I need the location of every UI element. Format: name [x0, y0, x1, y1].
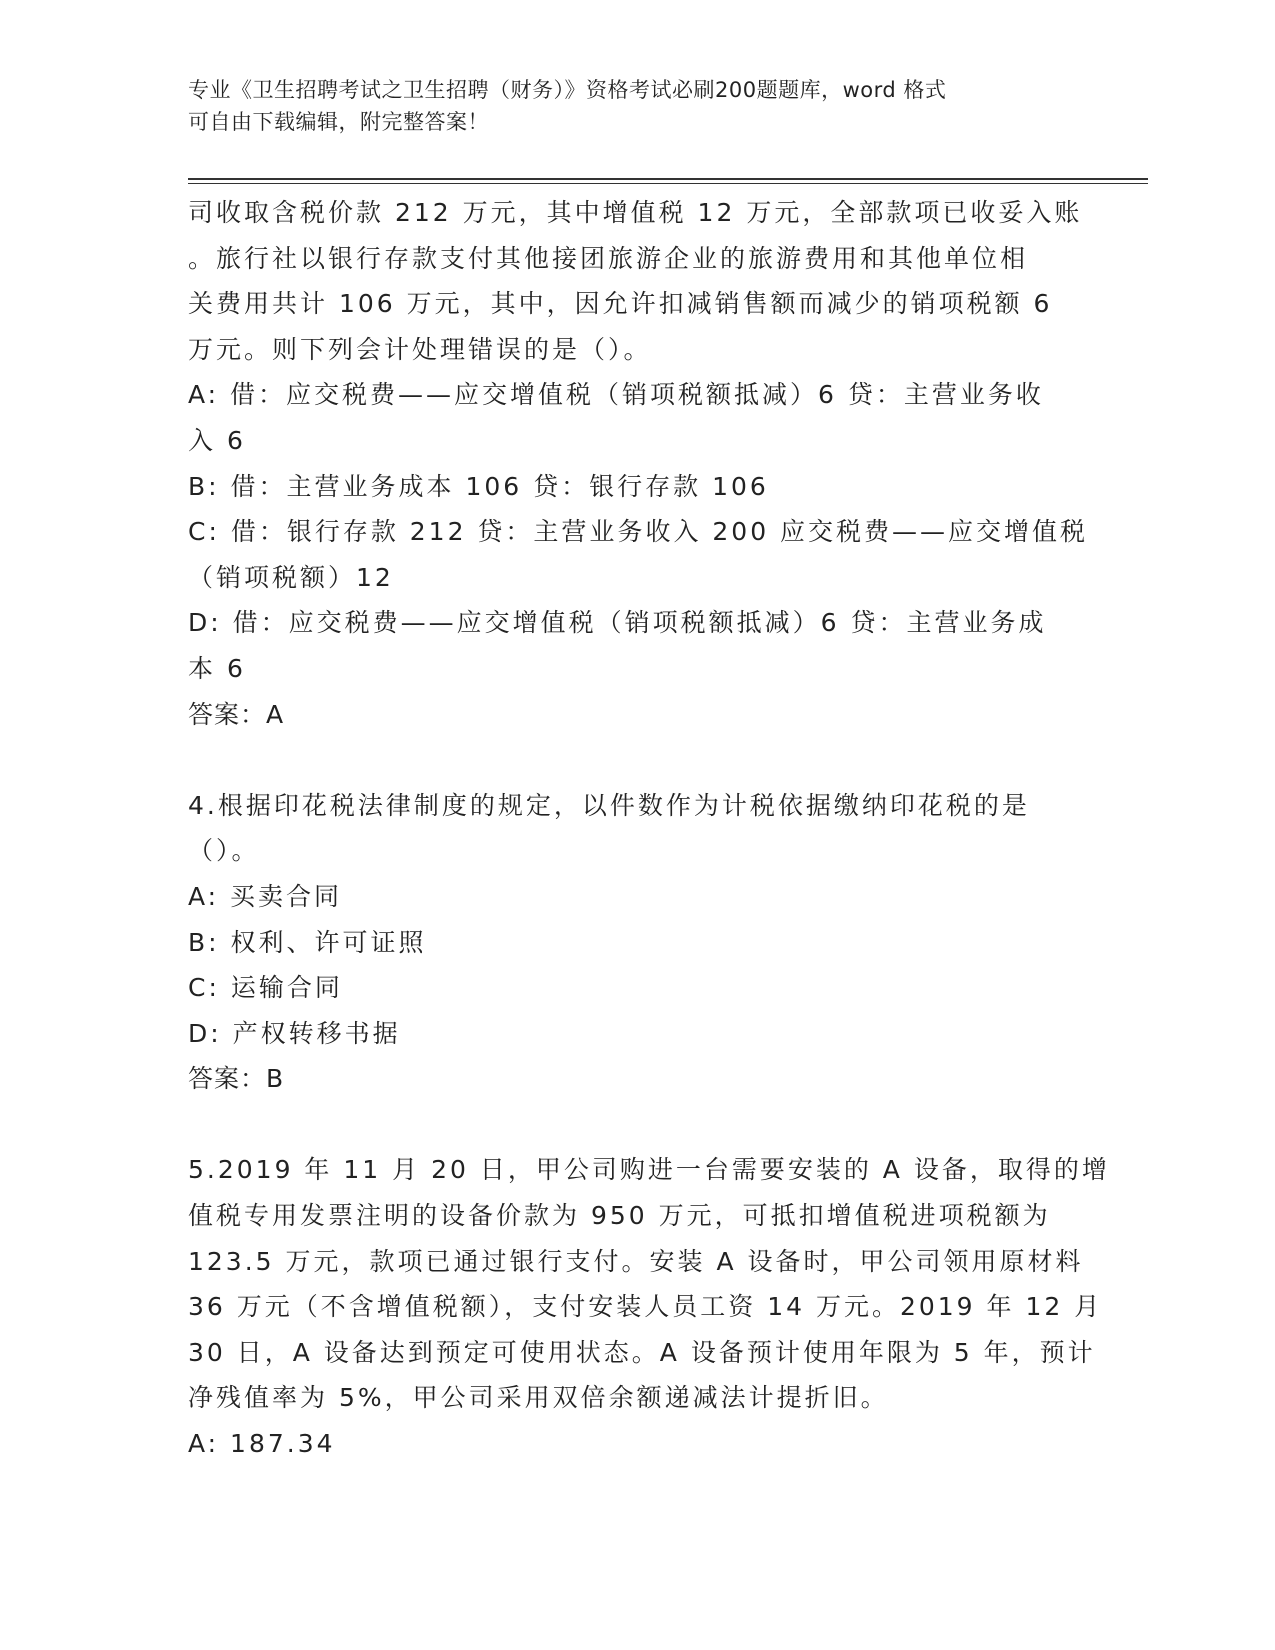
- option-b: B: 权利、许可证照: [188, 927, 427, 957]
- page-header: [188, 74, 1088, 138]
- question-stem-line: 净残值率为 5%，甲公司采用双倍余额递减法计提折旧。: [188, 1383, 889, 1413]
- question-stem-line: 。旅行社以银行存款支付其他接团旅游企业的旅游费用和其他单位相: [188, 243, 1029, 273]
- question-stem-line: 关费用共计 106 万元，其中，因允许扣减销售额而减少的销项税额 6: [188, 289, 1053, 319]
- question-5: [188, 1147, 1110, 1466]
- option-a: A: 借：应交税费——应交增值税（销项税额抵减）6 贷：主营业务收: [188, 380, 1044, 410]
- option-b: B: 借：主营业务成本 106 贷：银行存款 106: [188, 471, 769, 501]
- option-c: C: 运输合同: [188, 973, 343, 1003]
- answer-label: 答案：B: [188, 1064, 285, 1094]
- question-stem-line: 4.根据印花税法律制度的规定，以件数作为计税依据缴纳印花税的是: [188, 790, 1030, 820]
- question-stem-line: 123.5 万元，款项已通过银行支付。安装 A 设备时，甲公司领用原材料: [188, 1246, 1084, 1276]
- option-d: D: 借：应交税费——应交增值税（销项税额抵减）6 贷：主营业务成: [188, 608, 1047, 638]
- option-a-continued: 入 6: [188, 425, 246, 455]
- question-stem-line: 30 日，A 设备达到预定可使用状态。A 设备预计使用年限为 5 年，预计: [188, 1337, 1096, 1367]
- header-line-1: 专业《卫生招聘考试之卫生招聘（财务）》资格考试必刷200题题库，word 格式: [188, 78, 947, 102]
- document-body: [188, 190, 1110, 1467]
- spacer: [188, 1102, 1088, 1148]
- header-divider: [188, 178, 1148, 184]
- option-c-continued: （销项税额）12: [188, 562, 394, 592]
- option-d: D: 产权转移书据: [188, 1018, 401, 1048]
- question-stem-line: （）。: [188, 836, 260, 866]
- question-stem-line: 万元。则下列会计处理错误的是（）。: [188, 334, 652, 364]
- question-4: [188, 783, 1088, 1102]
- option-a: A: 187.34: [188, 1429, 336, 1459]
- question-stem-line: 司收取含税价款 212 万元，其中增值税 12 万元，全部款项已收妥入账: [188, 198, 1083, 227]
- answer-label: 答案：A: [188, 699, 285, 729]
- option-d-continued: 本 6: [188, 653, 246, 683]
- question-stem-line: 5.2019 年 11 月 20 日，甲公司购进一台需要安装的 A 设备，取得的增: [188, 1155, 1110, 1185]
- header-line-2: 可自由下载编辑，附完整答案！: [188, 110, 489, 134]
- option-a: A: 买卖合同: [188, 881, 343, 911]
- question-stem-line: 36 万元（不含增值税额），支付安装人员工资 14 万元。2019 年 12 月: [188, 1292, 1103, 1322]
- option-c: C: 借：银行存款 212 贷：主营业务收入 200 应交税费——应交增值税: [188, 517, 1089, 547]
- question-stem-line: 值税专用发票注明的设备价款为 950 万元，可抵扣增值税进项税额为: [188, 1201, 1051, 1231]
- question-3: [188, 190, 1088, 737]
- spacer: [188, 737, 1088, 783]
